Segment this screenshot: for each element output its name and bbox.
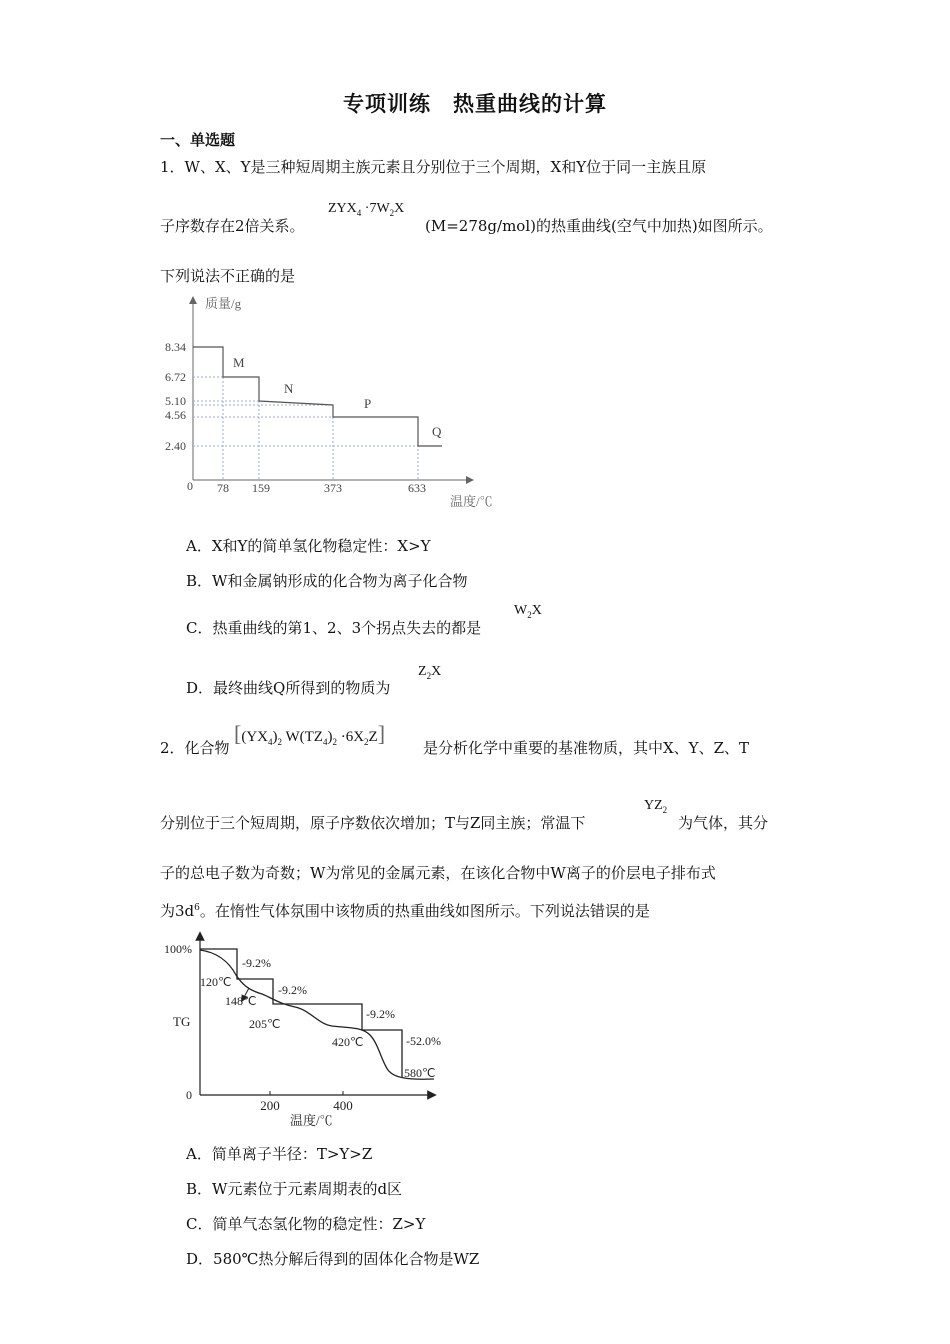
x-tick: 400: [333, 1098, 353, 1113]
q2-line1-pre: 2．化合物: [160, 739, 230, 757]
q2-option-d[interactable]: D．580℃热分解后得到的固体化合物是WZ: [186, 1250, 480, 1268]
step-label: -52.0%: [406, 1034, 441, 1048]
q1-option-a[interactable]: A．X和Y的简单氢化物稳定性：X>Y: [186, 537, 431, 555]
q1-option-c[interactable]: C．热重曲线的第1、2、3个拐点失去的都是: [186, 619, 482, 637]
y-axis-label: 质量/g: [205, 296, 242, 311]
temp-label: 205℃: [249, 1017, 281, 1031]
q1-option-b[interactable]: B．W和金属钠形成的化合物为离子化合物: [186, 572, 468, 590]
segment-label-p: P: [364, 396, 372, 411]
x-axis-label: 温度/℃: [290, 1113, 333, 1128]
tg-curve: [200, 950, 434, 1079]
temp-label: 580℃: [404, 1066, 436, 1080]
x-tick: 200: [260, 1098, 280, 1113]
x-tick: 78: [217, 481, 229, 495]
q1-line2-pre: 子序数存在2倍关系。: [160, 217, 305, 235]
q1-thermogravimetric-chart: [150, 292, 510, 514]
guide-lines: [193, 377, 418, 480]
segment-label-q: Q: [432, 424, 442, 439]
q2-line2-formula: $YZ_2$: [644, 798, 668, 815]
step-label: -9.2%: [366, 1007, 395, 1021]
segment-label-m: M: [233, 355, 245, 370]
x-tick: 159: [252, 481, 270, 495]
q1-line2-post: (M=278g/mol)的热重曲线(空气中加热)如图所示。: [425, 217, 773, 235]
q1-option-c-formula: $W_2X$: [514, 603, 542, 620]
q1-formula: $ZYX_4 \cdot 7W_2X$: [328, 201, 405, 218]
q1-line3: 下列说法不正确的是: [160, 267, 296, 285]
q2-line4: 为$3d^6$。在惰性气体氛围中该物质的热重曲线如图所示。下列说法错误的是: [160, 902, 650, 920]
temp-label: 420℃: [332, 1035, 364, 1049]
q1-line1: 1．W、X、Y是三种短周期主族元素且分别位于三个周期，X和Y位于同一主族且原: [160, 158, 707, 176]
q1-option-d[interactable]: D．最终曲线Q所得到的物质为: [186, 679, 391, 697]
y-tick: 2.40: [165, 439, 186, 453]
y-tick: 4.56: [165, 408, 186, 422]
section-heading: 一、单选题: [160, 131, 236, 149]
x-tick: 633: [408, 481, 426, 495]
q2-option-c[interactable]: C．简单气态氢化物的稳定性：Z>Y: [186, 1215, 426, 1233]
segment-label-n: N: [284, 381, 294, 396]
y-tick: 8.34: [165, 340, 186, 354]
q2-option-b[interactable]: B．W元素位于元素周期表的d区: [186, 1180, 403, 1198]
temp-label: 120℃: [200, 975, 232, 989]
q2-line1-post: 是分析化学中重要的基准物质，其中X、Y、Z、T: [423, 739, 750, 757]
step-label: -9.2%: [278, 983, 307, 997]
q1-option-d-formula: $Z_2X$: [418, 664, 442, 681]
y-axis-label: TG: [173, 1014, 191, 1029]
y-tick: 100%: [164, 942, 192, 956]
y-tick: 0: [186, 1088, 192, 1102]
x-tick: 373: [324, 481, 342, 495]
temp-label: 148℃: [225, 994, 257, 1008]
step-label: -9.2%: [242, 956, 271, 970]
x-tick: 0: [187, 479, 193, 493]
q2-line2-post: 为气体，其分: [678, 814, 769, 832]
y-tick: 5.10: [165, 394, 186, 408]
q2-line3: 子的总电子数为奇数；W为常见的金属元素，在该化合物中W离子的价层电子排布式: [160, 864, 716, 882]
y-tick: 6.72: [165, 370, 186, 384]
q2-thermogravimetric-chart: [150, 930, 460, 1130]
page-title: 专项训练 热重曲线的计算: [343, 91, 607, 116]
q2-formula: [$(YX_4)_2$ $W(TZ_4)_2 \cdot 6X_2Z$]: [234, 721, 386, 747]
mass-curve: [193, 347, 442, 446]
q2-option-a[interactable]: A．简单离子半径：T>Y>Z: [186, 1145, 373, 1163]
q2-line2-pre: 分别位于三个短周期，原子序数依次增加；T与Z同主族；常温下: [160, 814, 586, 832]
x-axis-label: 温度/℃: [450, 494, 493, 509]
